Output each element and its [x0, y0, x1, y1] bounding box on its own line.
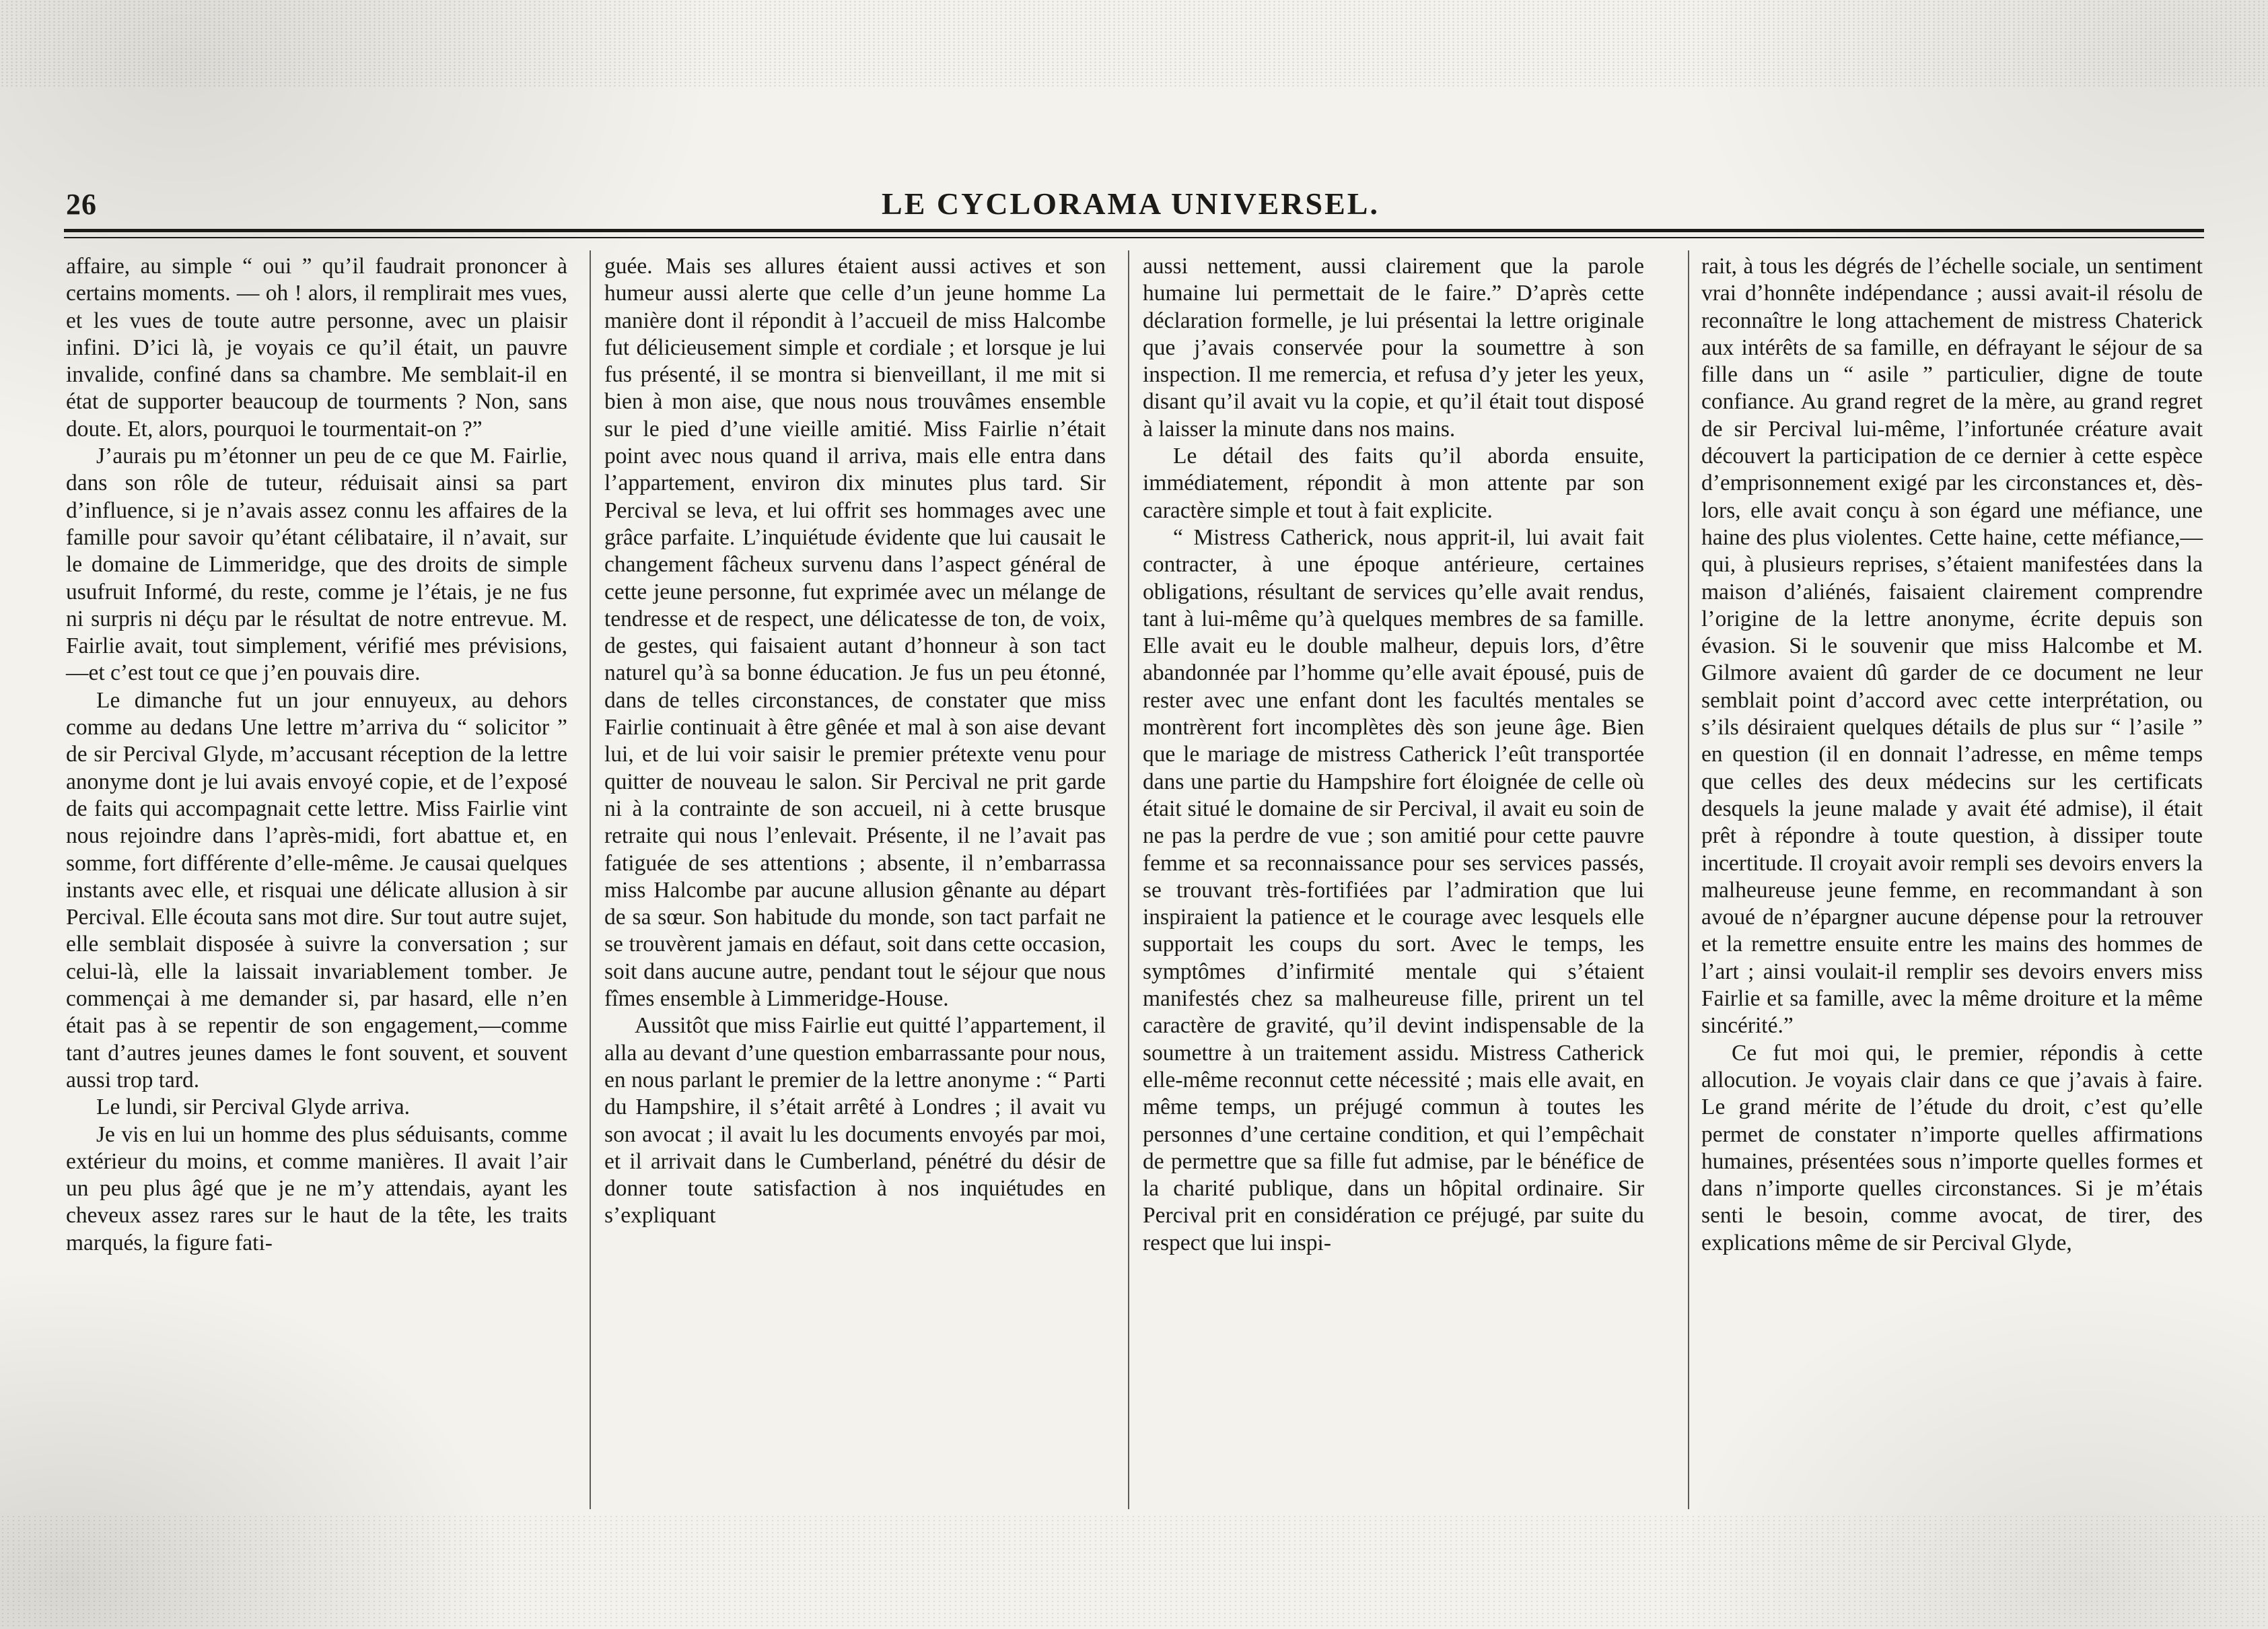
paper-speckle-top — [0, 0, 2268, 88]
page-number: 26 — [66, 188, 97, 221]
text-column-2 — [604, 253, 1106, 1230]
paragraph: J’aurais pu m’étonner un peu de ce que M. Fairlie, dans son rôle de tuteur, réduisait ainsi sa part d’influence, si je n’avais assez connu les affaires de la famille pour savoir qu’étant célibataire, il n’avait, sur le domaine de Limmeridge, que des droits de simple usufruit Informé, du reste, comme je l’étais, je ne fus ni surpris ni déçu par le résultat de notre entrevue. M. Fairlie avait, tout simplement, vérifié mes prévisions,—et c’est tout ce que j’en pouvais dire. — [66, 444, 567, 686]
paragraph: Le lundi, sir Percival Glyde arriva. — [96, 1095, 411, 1120]
column-divider — [1688, 250, 1689, 1509]
text-column-1 — [66, 253, 567, 1257]
paragraph: affaire, au simple “ oui ” qu’il faudrait prononcer à certains moments. — oh ! alors, il remplirait mes vues, et les vues de toute autre personne, avec un plaisir infini. D’ici là, je voyais ce qu’il était, un pauvre invalide, confiné dans sa chambre. Me semblait-il en état de supporter beaucoup de tourments ? Non, sans doute. Et, alors, pourquoi le tourmentait-on ?” — [66, 254, 567, 442]
paragraph: guée. Mais ses allures étaient aussi actives et son humeur aussi alerte que celle d’un jeune homme La manière dont il répondit à l’accueil de miss Halcombe fut délicieusement simple et cordiale ; et lorsque je lui fus présenté, il se montra si bienveillant, il me mit si bien à mon aise, que nous nous trouvâmes ensemble sur le pied d’une vieille amitié. Miss Fairlie n’était point avec nous quand il arriva, mais elle entra dans l’appartement, environ dix minutes plus tard. Sir Percival se leva, et lui offrit ses hommages avec une grâce parfaite. L’inquiétude évidente que lui causait le changement fâcheux survenu dans l’aspect général de cette jeune personne, fut exprimée avec un mélange de tendresse et de respect, une délicatesse de ton, de voix, de gestes, qui faisaient autant d’honneur à son tact naturel qu’à sa bonne éducation. Je fus un peu étonné, dans de telles circonstances, de constater que miss Fairlie continuait à être gênée et mal à son aise devant lui, et de lui voir saisir le premier prétexte venu pour quitter de nouveau le salon. Sir Percival ne prit garde ni à la contrainte de son accueil, ni à cette brusque retraite qui nous l’enlevait. Présente, il ne l’avait pas fatiguée de ses attentions ; absente, il n’embarrassa miss Halcombe par aucune allusion gênante au départ de sa sœur. Son habitude du monde, son tact parfait ne se trouvèrent jamais en défaut, soit dans cette occasion, soit dans aucune autre, pendant tout le séjour que nous fîmes ensemble à Limmeridge-House. — [604, 254, 1106, 1012]
column-divider — [590, 250, 591, 1509]
journal-title: LE CYCLORAMA UNIVERSEL. — [882, 186, 1380, 221]
text-column-3 — [1143, 253, 1644, 1257]
paragraph: Le dimanche fut un jour ennuyeux, au dehors comme au dedans Une lettre m’arriva du “ solicitor ” de sir Percival Glyde, m’accusant réception de la lettre anonyme dont je lui avais envoyé copie, et de l’exposé de faits qui accompagnait cette lettre. Miss Fairlie vint nous rejoindre dans l’après-midi, fort abattue et, en somme, fort différente d’elle-même. Je causai quelques instants avec elle, et risquai une délicate allusion à sir Percival. Elle écouta sans mot dire. Sur tout autre sujet, elle semblait disposée à suivre la conversation ; sur celui-là, elle la laissait invariablement tomber. Je commençai à me demander si, par hasard, elle n’en était pas à se repentir de son engagement,—comme tant d’autres jeunes dames le font souvent, et souvent aussi trop tard. — [66, 687, 567, 1093]
header-rule-thick — [64, 229, 2204, 232]
paragraph: aussi nettement, aussi clairement que la parole humaine lui permettait de le faire.” D’après cette déclaration formelle, je lui présentai la lettre originale que j’avais conservée pour la soumettre à son inspection. Il me remercia, et refusa d’y jeter les yeux, disant qu’il avait vu la copie, et qu’il était tout disposé à laisser la minute dans nos mains. — [1143, 254, 1644, 442]
header-rule-thin — [64, 237, 2204, 238]
paragraph: “ Mistress Catherick, nous apprit-il, lui avait fait contracter, à une époque antérieure, certaines obligations, résultant de services qu’elle avait rendus, tant à lui-même qu’à quelques membres de sa famille. Elle avait eu le double malheur, depuis lors, d’être abandonnée par l’homme qu’elle avait épousé, puis de rester avec une enfant dont les facultés mentales se montrèrent fort incomplètes dès son jeune âge. Bien que le mariage de mistress Catherick l’eût transportée dans une partie du Hampshire fort éloignée de celle où était situé le domaine de sir Percival, il avait eu soin de ne pas la perdre de vue ; son amitié pour cette pauvre femme et sa reconnaissance pour ses services passés, se trouvant très-fortifiées par l’admiration que lui inspiraient la patience et le courage avec lesquels elle supportait les coups du sort. Avec le temps, les symptômes d’infirmité mentale qui s’étaient manifestés chez sa malheureuse fille, prirent un tel caractère de gravité, qu’il devint indispensable de la soumettre à un traitement assidu. Mistress Catherick elle-même reconnut cette nécessité ; mais elle avait, en même temps, un préjugé commun à toutes les personnes d’une certaine condition, et qui l’empêchait de permettre que sa fille fut admise, par le bénéfice de la charité publique, dans un hôpital ordinaire. Sir Percival prit en considération ce préjugé, par suite du respect que lui inspi- — [1143, 524, 1644, 1255]
column-divider — [1128, 250, 1129, 1509]
text-column-4 — [1701, 253, 2203, 1257]
paragraph: Ce fut moi qui, le premier, répondis à cette allocution. Je voyais clair dans ce que j’avais à faire. Le grand mérite de l’étude du droit, c’est qu’elle permet de constater n’importe quelles affirmations humaines, présentées sous n’importe quelles formes et dans n’importe quelles circonstances. Si je m’étais senti le besoin, comme avocat, de tirer, des explications même de sir Percival Glyde, — [1701, 1040, 2203, 1255]
paragraph: Le détail des faits qu’il aborda ensuite, immédiatement, répondit à mon attente par son caractère simple et tout à fait explicite. — [1143, 444, 1644, 523]
paragraph: Je vis en lui un homme des plus séduisants, comme extérieur du moins, et comme manières. Il avait l’air un peu plus âgé que je ne m’y attendais, ayant les cheveux assez rares sur le haut de la tête, les traits marqués, la figure fati- — [66, 1121, 567, 1255]
paper-speckle-bottom — [0, 1515, 2268, 1629]
paragraph: Aussitôt que miss Fairlie eut quitté l’appartement, il alla au devant d’une question embarrassante pour nous, en nous parlant le premier de la lettre anonyme : “ Parti du Hampshire, il s’était arrêté à Londres ; il avait vu son avocat ; il avait lu les documents envoyés par moi, et il arrivait dans le Cumberland, pénétré du désir de donner toute satisfaction à nos inquiétudes en s’expliquant — [604, 1013, 1106, 1228]
paragraph: rait, à tous les dégrés de l’échelle sociale, un sentiment vrai d’honnête indépendance ; aussi avait-il résolu de reconnaître le long attachement de mistress Chaterick aux intérêts de sa famille, en défrayant le séjour de sa fille dans un “ asile ” particulier, digne de toute confiance. Au grand regret de la mère, au grand regret de sir Percival lui-même, l’infortunée créature avait découvert la participation de ce dernier à cette espèce d’emprisonnement exigé par les circonstances et, dès-lors, elle avait conçu à son égard une méfiance, une haine des plus violentes. Cette haine, cette méfiance,— qui, à plusieurs reprises, s’étaient manifestées dans la maison d’aliénés, faisaient clairement comprendre l’origine de la lettre anonyme, écrite depuis son évasion. Si le souvenir que miss Halcombe et M. Gilmore avaient dû garder de ce document ne leur semblait point d’accord avec cette interprétation, ou s’ils désiraient quelques détails de plus sur “ l’asile ” en question (il en donnait l’adresse, en même temps que celles des deux médecins sur les certificats desquels la jeune malade y avait été admise), il était prêt à répondre à toute question, à dissiper toute incertitude. Il croyait avoir rempli ses devoirs envers la malheureuse jeune femme, en recommandant à son avoué de n’épargner aucune dépense pour la retrouver et la remettre ensuite entre les mains des hommes de l’art ; ainsi voulait-il remplir ses devoirs envers miss Fairlie et sa famille, avec la même droiture et la même sincérité.” — [1701, 254, 2203, 1039]
